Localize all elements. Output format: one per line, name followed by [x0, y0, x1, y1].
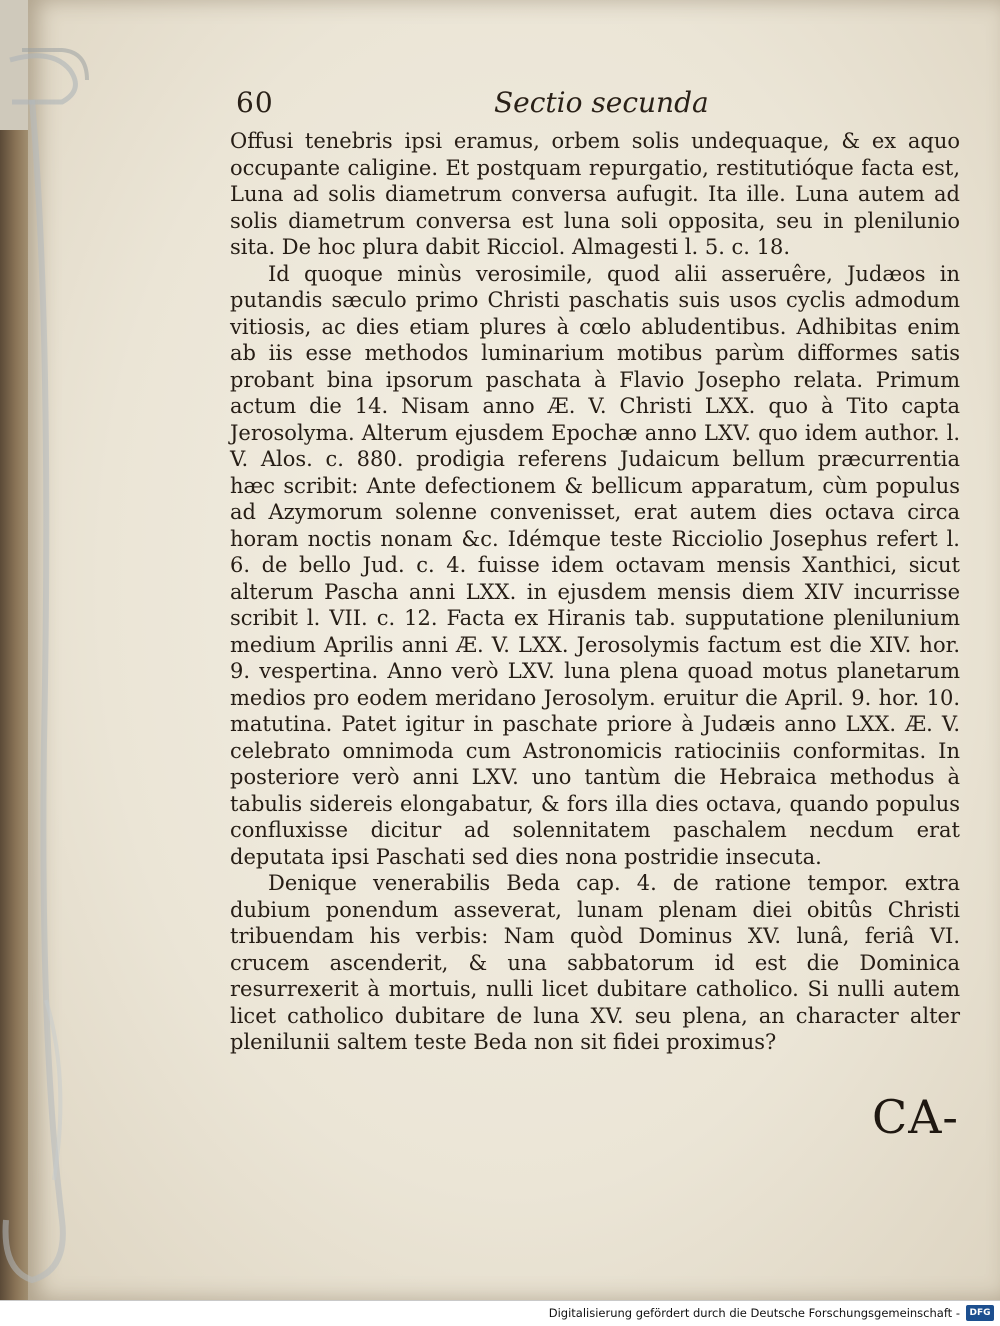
page-header	[236, 86, 960, 126]
funding-credit: Digitalisierung gefördert durch die Deutsche Forschungsgemeinschaft -	[548, 1306, 960, 1320]
paragraph: Offusi tenebris ipsi eramus, orbem solis undequaque, & ex aquo occupante caligine. Et postquam repurgatio, restitutióque facta est, Luna ad solis diametrum conversa aufugit. Ita ille. Luna autem ad solis diametrum conversa est luna soli opposita, seu in plenilunio sita. De hoc plura dabit Ricciol. Almagesti l. 5. c. 18.	[230, 129, 960, 259]
footer-bar	[0, 1300, 1000, 1326]
dfg-logo: DFG	[966, 1305, 994, 1321]
main-text	[230, 128, 960, 1056]
running-head: Sectio secunda	[494, 86, 709, 119]
page-number: 60	[236, 86, 274, 119]
paper-clip-icon	[0, 40, 102, 1300]
paragraph: Denique venerabilis Beda cap. 4. de ratione tempor. extra dubium ponendum asseverat, lunam plenam diei obitûs Christi tribuendam his verbis: Nam quòd Dominus XV. lunâ, feriâ VI. crucem ascenderit, & una sabbatorum id est die Dominica resurrexerit à mortuis, nulli licet dubitare catholico. Si nulli autem licet catholico dubitare de luna XV. seu plena, an character alter plenilunii saltem teste Beda non sit fidei proximus?	[230, 871, 960, 1054]
paragraph: Id quoque minùs verosimile, quod alii asseruêre, Judæos in putandis sæculo primo Christi paschatis suis usos cyclis admodum vitiosis, ac dies etiam plures à cœlo abludentibus. Adhibitas enim ab iis esse methodos luminarium motibus parùm difformes satis probant bina ipsorum paschata à Flavio Josepho relata. Primum actum die 14. Nisam anno Æ. V. Christi LXX. quo à Tito capta Jerosolyma. Alterum ejusdem Epochæ anno LXV. quo idem author. l. V. Alos. c. 880. prodigia referens Judaicum bellum præcurrentia hæc scribit: Ante defectionem & bellicum apparatum, cùm populus ad Azymorum solenne convenisset, erat autem dies octava circa horam noctis nonam &c. Idémque teste Ricciolio Josephus refert l. 6. de bello Jud. c. 4. fuisse idem octavam mensis Xanthici, sicut alterum Pascha anni LXX. in ejusdem mensis diem XIV incurrisse scribit l. VII. c. 12. Facta ex Hiranis tab. supputatione plenilunium medium Aprilis anni Æ. V. LXX. Jerosolymis factum est die XIV. hor. 9. vespertina. Anno verò LXV. luna plena quoad motus planetarum medios pro eodem meridano Jerosolym. eruitur die April. 9. hor. 10. matutina. Patet igitur in paschate priore à Judæis anno LXX. Æ. V. celebrato omnimoda cum Astronomicis ratiociniis conformitas. In posteriore verò anni LXV. uno tantùm die Hebraica methodus à tabulis sidereis elongabatur, & fors illa dies octava, quando populus confluxisse dicitur ad solennitatem paschalem necdum erat deputata ipsi Paschati sed dies nona postridie insecuta.	[230, 261, 960, 869]
catchword: CA-	[872, 1090, 959, 1144]
